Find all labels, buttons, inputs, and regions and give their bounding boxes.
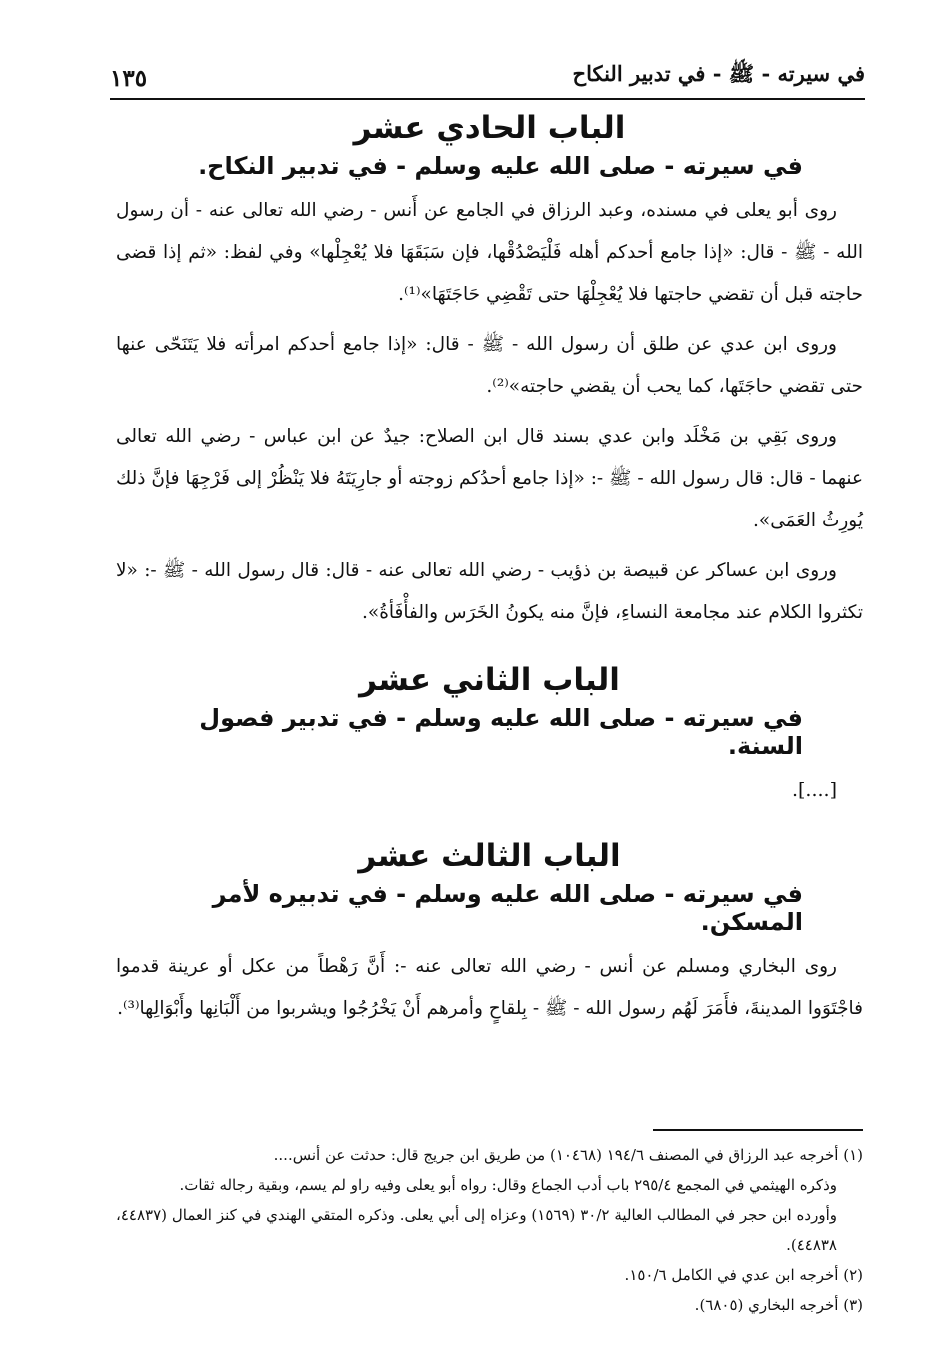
footnote: (١) أخرجه عبد الرزاق في المصنف ١٩٤/٦ (١٠٤٦٨) من طريق ابن جريج قال: حدثت عن أنس....	[273, 1146, 863, 1164]
footnotes	[116, 1140, 863, 1320]
chapter-title: الباب الثالث عشر	[358, 838, 621, 874]
paragraph: وروى بَقِي بن مَخْلَد وابن عدي بسند قال ابن الصلاح: جيدٌ عن ابن عباس - رضي الله تعالى عنهما - قال: قال رسول الله - ﷺ -: «إذا جامع أحدُكم زوجته أو جارِيَتَهُ فلا يَنْظُرْ إلى فَرْجِهَا فإنَّ ذلك يُورِثُ العَمَى».	[116, 426, 863, 531]
running-header	[110, 52, 865, 100]
paragraph: روى أبو يعلى في مسنده، وعبد الرزاق في الجامع عن أَنس - رضي الله تعالى عنه - أن رسول الله - ﷺ - قال: «إذا جامع أحدكم أهله فَلْيَصْدُقْها، فإن سَبَقَهَا فلا يُعْجِلْها» وفي لفظ: «ثم إذا قضى حاجته قبل أن تقضي حاجتها فلا يُعْجِلْهَا حتى تَقْضِي حَاجَتَهَا»⁽¹⁾.	[116, 200, 863, 305]
running-title: في سيرته - ﷺ - في تدبير النكاح	[572, 61, 865, 86]
paragraph: وروى ابن عساكر عن قبيصة بن ذؤيب - رضي الله تعالى عنه - قال: قال رسول الله - ﷺ -: «لا تكثروا الكلام عند مجامعة النساءِ، فإنَّ منه يكونُ الخَرَس والفأْفَأةُ».	[116, 560, 863, 623]
omission-marker: [....].	[791, 779, 837, 801]
footnote-continuation: وأورده ابن حجر في المطالب العالية ٣٠/٢ (١٥٦٩) وعزاه إلى أبي يعلى. وذكره المتقي الهندي في كنز العمال (٤٤٨٣٧، ٤٤٨٣٨).	[116, 1206, 837, 1254]
chapter-subtitle: في سيرته - صلى الله عليه وسلم - في تدبير النكاح.	[198, 152, 803, 180]
chapter-title: الباب الثاني عشر	[359, 662, 620, 698]
paragraph: روى البخاري ومسلم عن أنس - رضي الله تعالى عنه -: أَنَّ رَهْطاً من عكل أو عرينة قدموا فاجْتَوَوا المدينةَ، فأَمَرَ لَهُم رسول الله - ﷺ - بِلقاحٍ وأمرهم أَنْ يَخْرُجُوا ويشربوا من أَلْبَانِها وأَبْوَالِها⁽³⁾.	[116, 956, 863, 1019]
chapter-12	[116, 662, 863, 810]
page-number: ١٣٥	[110, 65, 148, 92]
chapter-subtitle: في سيرته - صلى الله عليه وسلم - في تدبيره لأمر المسكن.	[212, 880, 803, 936]
footnote: (٢) أخرجه ابن عدي في الكامل ١٥٠/٦.	[624, 1266, 863, 1284]
page-content	[116, 102, 863, 1058]
footnote-divider	[653, 1129, 863, 1131]
chapter-title: الباب الحادي عشر	[353, 110, 626, 146]
footnote-continuation: وذكره الهيثمي في المجمع ٢٩٥/٤ باب أدب الجماع وقال: رواه أبو يعلى وفيه راو لم يسم، وبقية رجاله ثقات.	[179, 1176, 837, 1194]
footnote: (٣) أخرجه البخاري (٦٨٠٥).	[694, 1296, 863, 1314]
chapter-11	[116, 110, 863, 634]
chapter-subtitle: في سيرته - صلى الله عليه وسلم - في تدبير فصول السنة.	[199, 704, 803, 760]
chapter-13	[116, 838, 863, 1030]
paragraph: وروى ابن عدي عن طلق أن رسول الله - ﷺ - قال: «إذا جامع أحدكم امرأته فلا يَتَنَحّى عنها حتى تقضي حاجَتَها، كما يحب أن يقضي حاجته»⁽²⁾.	[116, 334, 863, 397]
